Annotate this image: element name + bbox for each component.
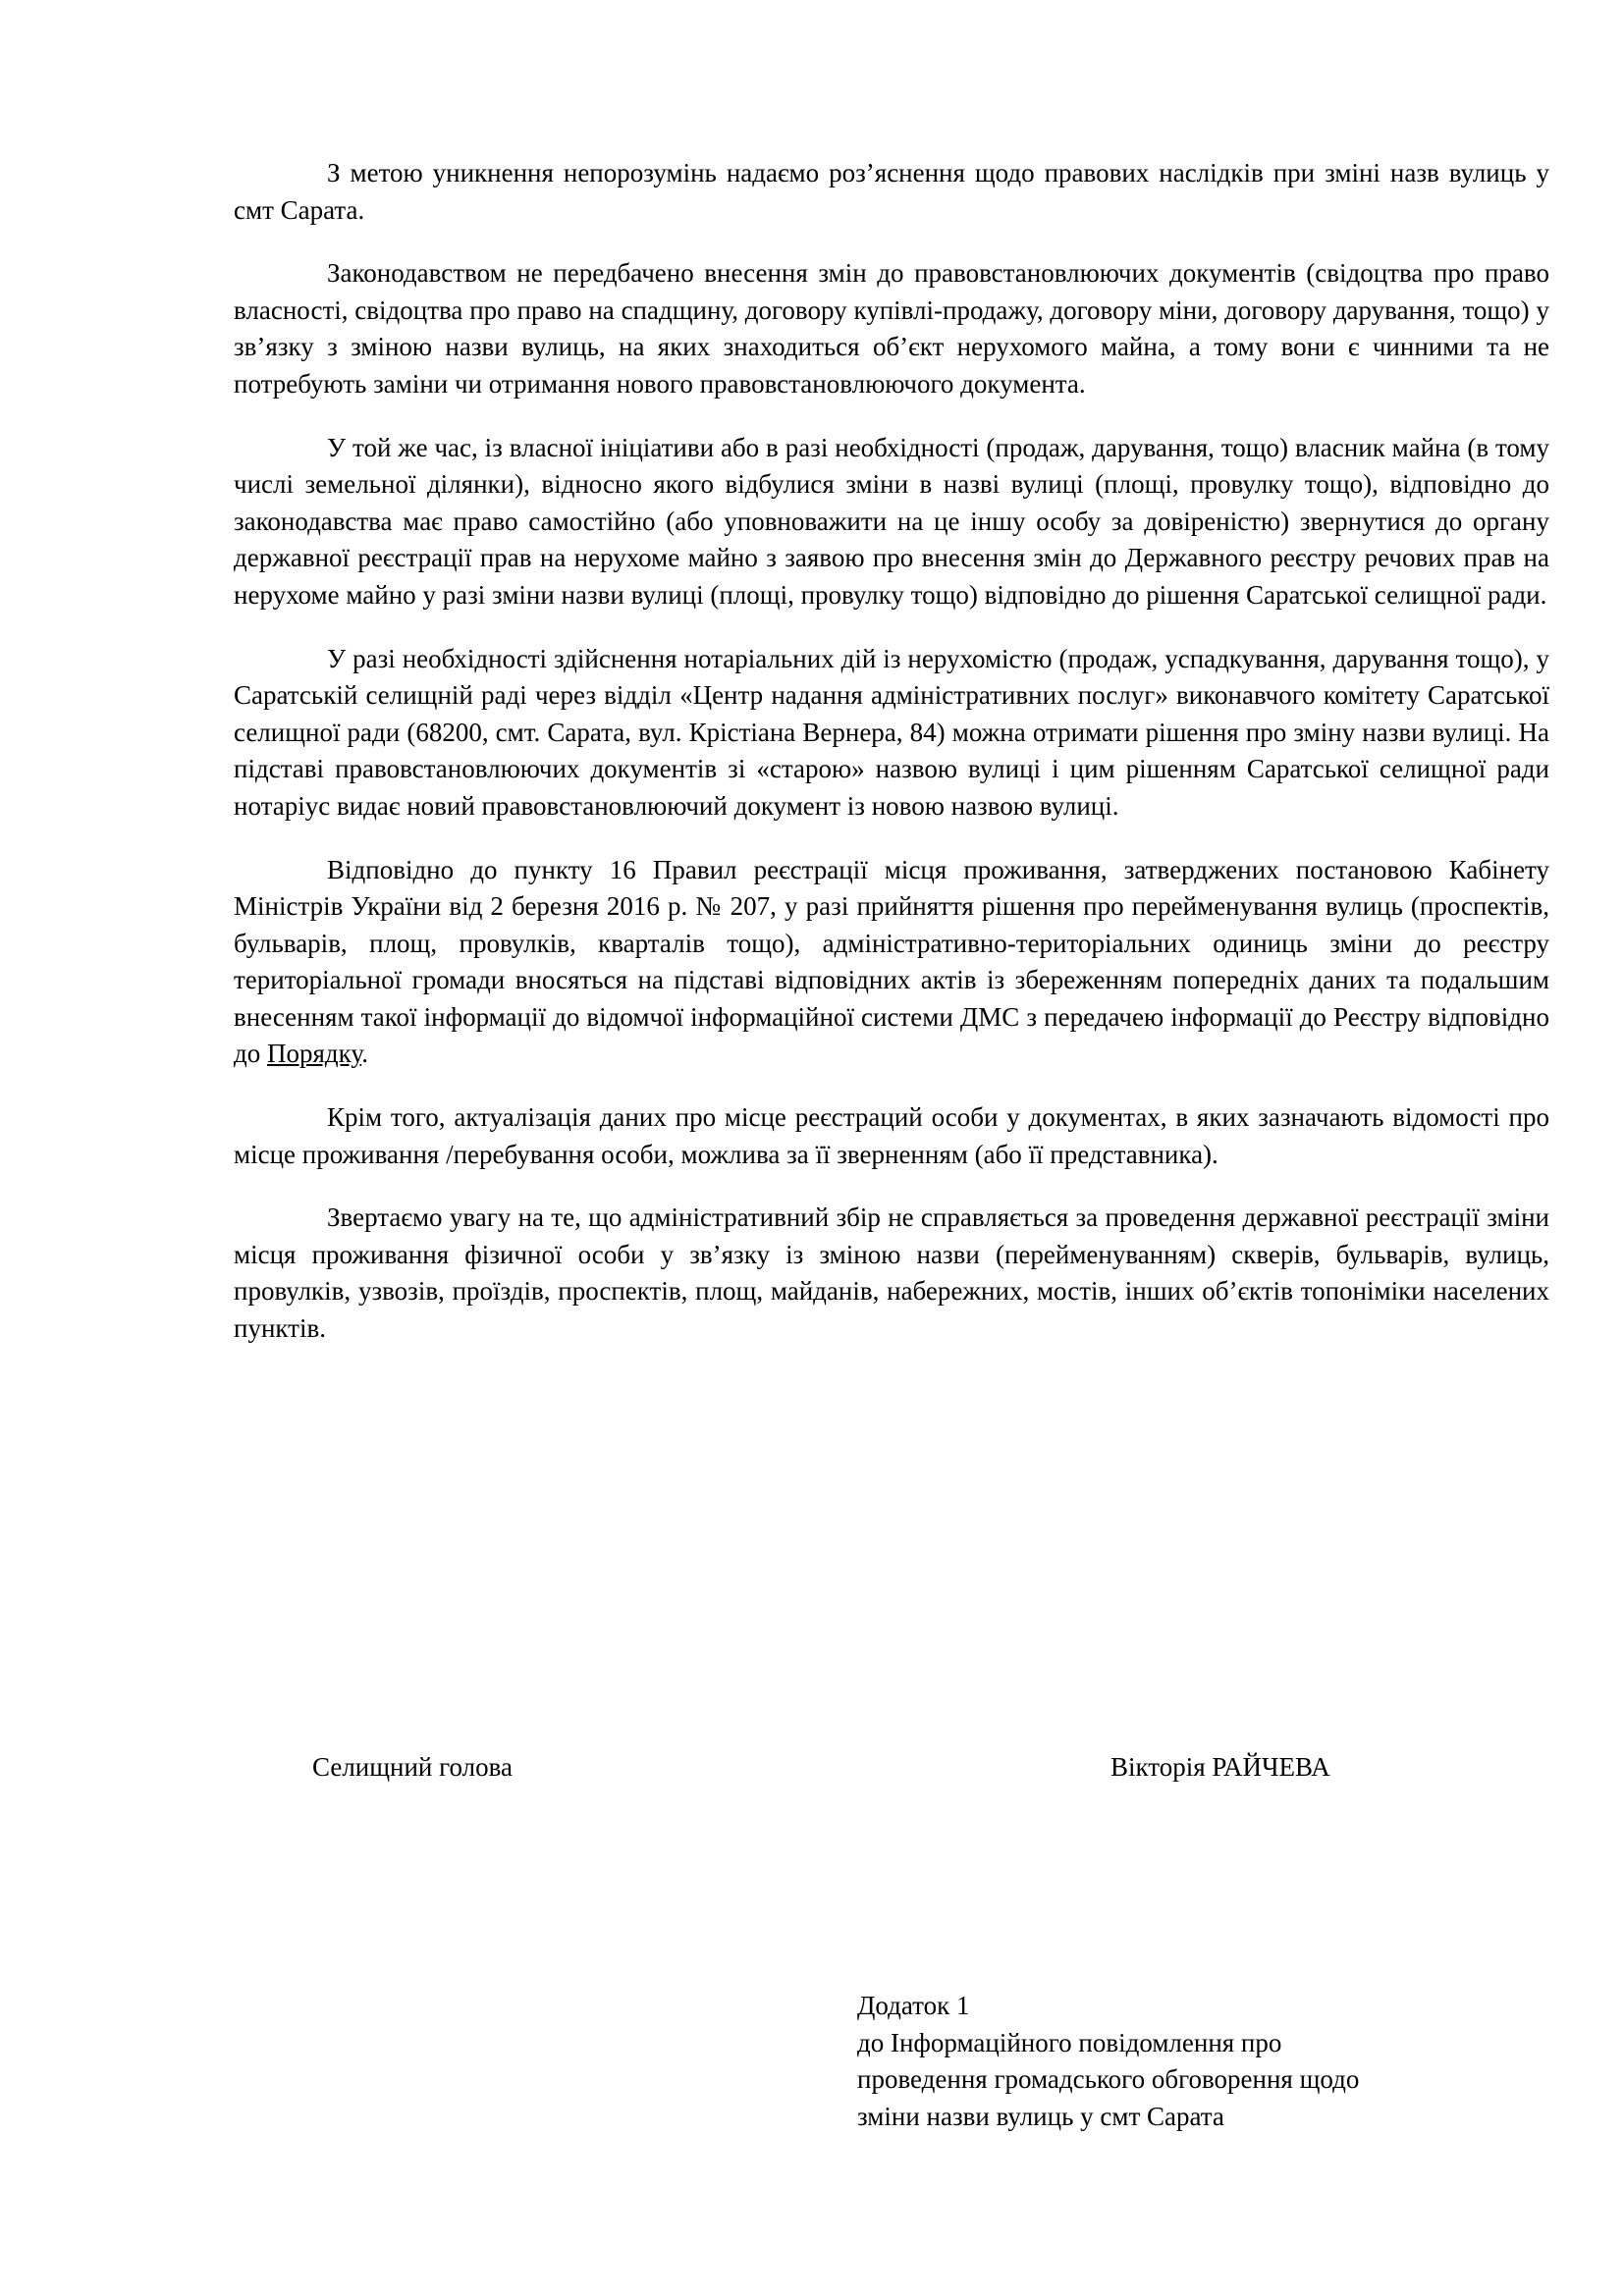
appendix-line: зміни назви вулиць у смт Сарата	[857, 2101, 1224, 2131]
appendix-line: Додаток 1	[857, 1991, 970, 2020]
document-body	[234, 155, 1549, 1374]
appendix-heading	[857, 1988, 1359, 2135]
paragraph-fee-notice: Звертаємо увагу на те, що адміністративний збір не справляється за проведення державної реєстрації зміни місця проживання фізичної особи у зв’язку із зміною назви (перейменуванням) скверів, бульварів, вулиць, провулків, узвозів, проїздів, проспектів, площ, майданів, набережних, мостів, інших об’єктів топоніміки населених пунктів.	[234, 1202, 1549, 1344]
signature-block	[0, 1749, 1624, 1789]
procedure-link[interactable]: Порядку	[267, 1039, 362, 1069]
paragraph-legislation: Законодавством не передбачено внесення змін до правовстановлюючих документів (свідоцтва про право власності, свідоцтва про право на спадщину, договору купівлі-продажу, договору міни, договору дарування, тощо) у зв’язку з зміною назви вулиць, на яких знаходиться об’єкт нерухомого майна, а тому вони є чинними та не потребують заміни чи отримання нового правовстановлюючого документа.	[234, 258, 1549, 399]
paragraph-owner-initiative: У той же час, із власної ініціативи або в разі необхідності (продаж, дарування, тощо) власник майна (в тому числі земельної ділянки), відносно якого відбулися зміни в назві вулиці (площі, провулку тощо), відповідно до законодавства має право самостійно (або уповноважити на це іншу особу за довіреністю) звернутися до органу державної реєстрації прав на нерухоме майно з заявою про внесення змін до Державного реєстру речових прав на нерухоме майно у разі зміни назви вулиці (площі, провулку тощо) відповідно до рішення Саратської селищної ради.	[234, 432, 1549, 610]
paragraph-data-update: Крім того, актуалізація даних про місце реєстраций особи у документах, в яких зазначають відомості про місце проживання /перебування особи, можлива за її зверненням (або її представника).	[234, 1102, 1549, 1169]
paragraph-intro: З метою уникнення непорозумінь надаємо роз’яснення щодо правових наслідків при зміні назв вулиць у смт Сарата.	[234, 158, 1549, 225]
signatory-title: Селищний голова	[312, 1752, 514, 1782]
signatory-name: Вікторія РАЙЧЕВА	[1110, 1752, 1330, 1782]
paragraph-registration-rules	[234, 852, 1549, 1074]
appendix-line: до Інформаційного повідомлення про	[857, 2027, 1282, 2057]
registration-rules-end: .	[361, 1039, 368, 1069]
paragraph-notarial-actions: У разі необхідності здійснення нотаріальних дій із нерухомістю (продаж, успадкування, дарування тощо), у Саратській селищній раді через відділ «Центр надання адміністративних послуг» виконавчого комітету Саратської селищної ради (68200, смт. Сарата, вул. Крістіана Вернера, 84) можна отримати рішення про зміну назви вулиці. На підставі правовстановлюючих документів зі «старою» назвою вулиці і цим рішенням Саратської селищної ради нотаріус видає новий правовстановлюючий документ із новою назвою вулиці.	[234, 643, 1549, 821]
appendix-line: проведення громадського обговорення щодо	[857, 2064, 1360, 2095]
registration-rules-text: Відповідно до пункту 16 Правил реєстрації місця проживання, затверджених постановою Кабінету Міністрів України від 2 березня 2016 р. № 207, у разі прийняття рішення про перейменування вулиць (проспектів, бульварів, площ, провулків, кварталів тощо), адміністративно-територіальних одиниць зміни до реєстру територіальної громади вносяться на підставі відповідних актів із збереженням попередніх даних та подальшим внесенням такої інформації до відомчої інформаційної системи ДМС з передачею інформації до Реєстру відповідно до	[234, 854, 1549, 1069]
